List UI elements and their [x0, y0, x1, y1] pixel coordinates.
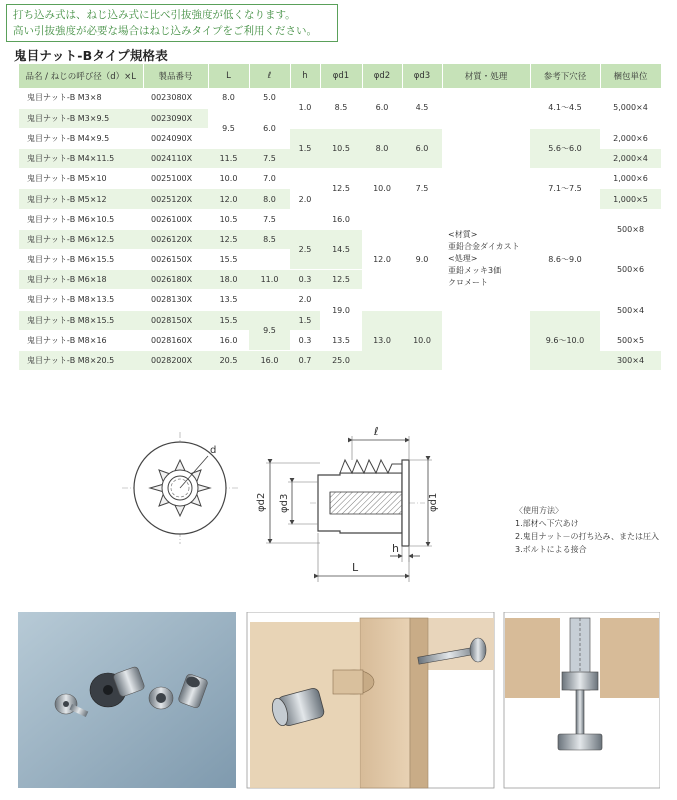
cell-L: 13.5 [208, 290, 249, 310]
cell-h: 0.3 [290, 330, 320, 350]
cell-code: 0026120X [143, 229, 208, 249]
notice-line-2: 高い引抜強度が必要な場合はねじ込みタイプをご利用ください。 [13, 25, 317, 37]
cell-hole: 4.1〜4.5 [530, 88, 600, 128]
cell-code: 0028200X [143, 350, 208, 370]
header-material: 材質・処理 [442, 64, 530, 88]
cell-d1: 25.0 [320, 350, 362, 370]
label-d1: φd1 [428, 492, 439, 512]
front-view [122, 432, 238, 544]
usage-step-1: 1.部材へ下穴あけ [515, 519, 579, 528]
cell-name: 鬼目ナット-B M3×8 [19, 88, 143, 108]
cell-d3: 6.0 [402, 128, 442, 168]
cell-h: 2.0 [290, 169, 320, 230]
cell-d1: 12.5 [320, 169, 362, 209]
cell-l: 7.0 [249, 169, 290, 189]
label-d3: φd3 [279, 493, 290, 513]
cell-name: 鬼目ナット-B M4×9.5 [19, 128, 143, 148]
cell-pack: 500×8 [600, 209, 661, 249]
cell-code: 0024110X [143, 149, 208, 169]
cell-L: 15.5 [208, 250, 249, 270]
table-row [19, 169, 661, 189]
cell-code: 0026150X [143, 250, 208, 270]
label-L: L [352, 561, 359, 574]
cell-L: 18.0 [208, 270, 249, 290]
cell-h: 1.5 [290, 128, 320, 168]
cell-h: 2.0 [290, 290, 320, 310]
cell-d2: 8.0 [362, 128, 402, 168]
cell-d1: 12.5 [320, 270, 362, 290]
treatment-label: <処理> [448, 254, 478, 264]
cell-l: 11.0 [249, 270, 290, 290]
cell-code: 0028130X [143, 290, 208, 310]
page-title: 鬼目ナット-Bタイプ規格表 [14, 48, 168, 63]
cell-d2: 10.0 [362, 169, 402, 209]
cell-l: 8.5 [249, 229, 290, 249]
cell-L: 12.0 [208, 189, 249, 209]
section-illustration [504, 612, 660, 788]
header-pack: 梱包単位 [600, 64, 661, 88]
cell-name: 鬼目ナット-B M6×10.5 [19, 209, 143, 229]
label-l: ℓ [374, 425, 379, 438]
cell-d2: 13.0 [362, 310, 402, 371]
cell-d3: 9.0 [402, 209, 442, 310]
header-L: L [208, 64, 249, 88]
cell-code: 0023080X [143, 88, 208, 108]
cell-code: 0028160X [143, 330, 208, 350]
cell-pack: 1,000×5 [600, 189, 661, 209]
cell-code: 0026180X [143, 270, 208, 290]
cell-code: 0025120X [143, 189, 208, 209]
cell-d1: 16.0 [320, 209, 362, 229]
label-d2: φd2 [256, 492, 267, 512]
header-code: 製品番号 [143, 64, 208, 88]
cell-pack: 500×6 [600, 250, 661, 290]
cell-pack: 300×4 [600, 350, 661, 370]
cell-L: 15.5 [208, 310, 249, 330]
cell-name: 鬼目ナット-B M8×15.5 [19, 310, 143, 330]
cell-pack: 1,000×6 [600, 169, 661, 189]
cell-name: 鬼目ナット-B M4×11.5 [19, 149, 143, 169]
cell-hole: 9.6〜10.0 [530, 310, 600, 371]
cell-L: 11.5 [208, 149, 249, 169]
material-label: <材質> [448, 230, 478, 240]
cell-hole: 5.6〜6.0 [530, 128, 600, 168]
cell-h: 1.5 [290, 310, 320, 330]
side-view [256, 425, 439, 582]
table-row [19, 128, 661, 148]
cell-d2: 6.0 [362, 88, 402, 128]
cell-d3: 4.5 [402, 88, 442, 128]
usage-instructions [515, 505, 659, 554]
cell-L: 10.0 [208, 169, 249, 189]
cell-L: 20.5 [208, 350, 249, 370]
technical-drawing [0, 420, 677, 610]
notice-line-1: 打ち込み式は、ねじ込み式に比べ引抜強度が低くなります。 [13, 9, 296, 21]
cell-l: 16.0 [249, 350, 290, 370]
label-d: d [210, 445, 217, 456]
spec-table [19, 64, 662, 371]
cell-pack: 500×5 [600, 330, 661, 350]
cell-l: 7.5 [249, 209, 290, 229]
cell-l [249, 250, 290, 270]
material-value: 亜鉛合金ダイカスト [448, 242, 520, 252]
cell-h: 1.0 [290, 88, 320, 128]
treatment-value-1: 亜鉛メッキ3価 [448, 266, 502, 276]
cell-d2: 12.0 [362, 209, 402, 310]
header-d2: φd2 [362, 64, 402, 88]
cell-code: 0023090X [143, 108, 208, 128]
cell-L: 9.5 [208, 108, 249, 148]
cell-L: 12.5 [208, 229, 249, 249]
notice-box [6, 4, 338, 42]
cell-name: 鬼目ナット-B M5×10 [19, 169, 143, 189]
cell-d3: 7.5 [402, 169, 442, 209]
cell-l: 7.5 [249, 149, 290, 169]
cell-h: 2.5 [290, 229, 320, 269]
cell-code: 0025100X [143, 169, 208, 189]
cell-hole: 8.6〜9.0 [530, 209, 600, 310]
cell-d1: 19.0 [320, 290, 362, 330]
cell-pack: 2,000×6 [600, 128, 661, 148]
cell-l: 6.0 [249, 108, 290, 148]
cell-name: 鬼目ナット-B M8×20.5 [19, 350, 143, 370]
usage-title: 〈使用方法〉 [515, 506, 563, 515]
cell-name: 鬼目ナット-B M5×12 [19, 189, 143, 209]
header-d1: φd1 [320, 64, 362, 88]
cell-h: 0.3 [290, 270, 320, 290]
cell-l: 5.0 [249, 88, 290, 108]
cell-pack: 2,000×4 [600, 149, 661, 169]
assembly-illustration [247, 612, 494, 788]
photo-strip [18, 612, 660, 792]
header-hole: 参考下穴径 [530, 64, 600, 88]
cell-name: 鬼目ナット-B M8×13.5 [19, 290, 143, 310]
product-photo [18, 612, 236, 788]
treatment-value-2: クロメート [448, 278, 488, 288]
header-d3: φd3 [402, 64, 442, 88]
cell-L: 16.0 [208, 330, 249, 350]
cell-code: 0028150X [143, 310, 208, 330]
header-l: ℓ [249, 64, 290, 88]
cell-L: 10.5 [208, 209, 249, 229]
cell-code: 0026100X [143, 209, 208, 229]
cell-d3: 10.0 [402, 310, 442, 371]
cell-name: 鬼目ナット-B M3×9.5 [19, 108, 143, 128]
header-name: 品名 / ねじの呼び径（d）×L [19, 64, 143, 88]
cell-l [249, 290, 290, 310]
cell-d1: 13.5 [320, 330, 362, 350]
cell-name: 鬼目ナット-B M6×18 [19, 270, 143, 290]
cell-h: 0.7 [290, 350, 320, 370]
cell-l: 8.0 [249, 189, 290, 209]
cell-d1: 10.5 [320, 128, 362, 168]
usage-step-3: 3.ボルトによる接合 [515, 545, 587, 554]
cell-d1: 14.5 [320, 229, 362, 269]
cell-pack: 500×4 [600, 290, 661, 330]
cell-d1: 8.5 [320, 88, 362, 128]
cell-material [442, 88, 530, 371]
table-header-row [19, 64, 661, 88]
table-row [19, 88, 661, 108]
cell-name: 鬼目ナット-B M6×15.5 [19, 250, 143, 270]
usage-step-2: 2.鬼目ナット－の打ち込み、または圧入 [515, 532, 659, 541]
cell-hole: 7.1〜7.5 [530, 169, 600, 209]
cell-pack: 5,000×4 [600, 88, 661, 128]
header-h: h [290, 64, 320, 88]
table-row [19, 209, 661, 229]
cell-name: 鬼目ナット-B M8×16 [19, 330, 143, 350]
cell-name: 鬼目ナット-B M6×12.5 [19, 229, 143, 249]
cell-l: 9.5 [249, 310, 290, 350]
label-h: h [392, 542, 399, 555]
cell-code: 0024090X [143, 128, 208, 148]
cell-L: 8.0 [208, 88, 249, 108]
